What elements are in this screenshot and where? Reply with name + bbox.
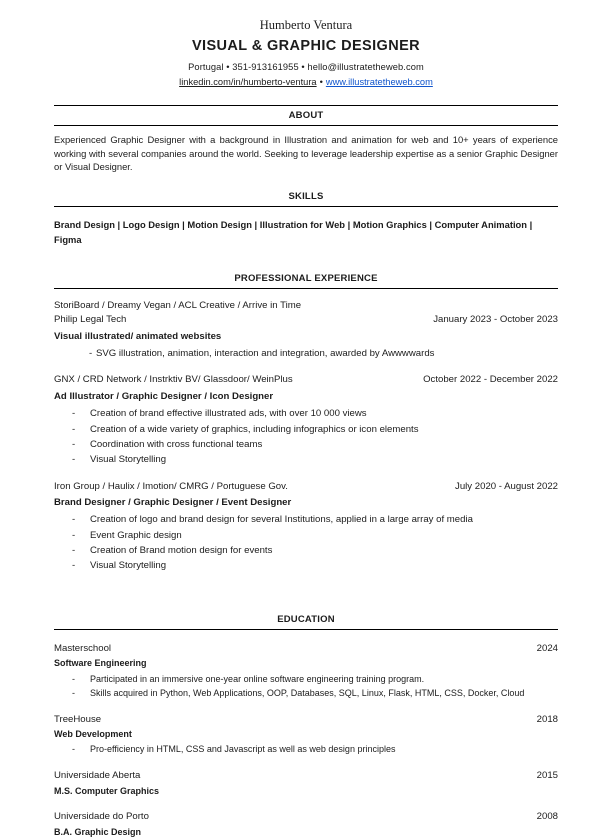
- candidate-title: VISUAL & GRAPHIC DESIGNER: [191, 38, 421, 54]
- bullet-item: - Visual Storytelling: [54, 452, 558, 467]
- about-section: [54, 105, 558, 174]
- bullet-item: - Event Graphic design: [54, 528, 558, 543]
- school-year-row: [54, 769, 558, 783]
- bullet-item: - Coordination with cross functional teams: [54, 437, 558, 452]
- school-year-row: [54, 810, 558, 824]
- education-section: [54, 610, 558, 839]
- bullet-list: [54, 346, 558, 361]
- company-line: GNX / CRD Network / Instrktiv BV/ Glassdoor/ WeinPlus: [54, 374, 293, 386]
- degree-name: M.S. Computer Graphics: [54, 785, 160, 796]
- job-entry: [54, 480, 558, 574]
- contact-line: Portugal • 351-913161955 • hello@illustratetheweb.com: [188, 62, 424, 72]
- company-line: Philip Legal Tech: [54, 314, 127, 326]
- bullet-item: - SVG illustration, animation, interaction and integration, awarded by Awwwwards: [54, 346, 558, 361]
- graduation-year: 2018: [536, 713, 558, 725]
- degree-name: B.A. Graphic Design: [54, 826, 142, 837]
- job-dates: October 2022 - December 2022: [423, 374, 558, 386]
- skills-text: Brand Design | Logo Design | Motion Design | Illustration for Web | Motion Graphics | Computer Animation | Figma: [54, 218, 533, 245]
- job-entry: [54, 299, 558, 362]
- section-heading-about: ABOUT: [54, 105, 558, 126]
- bullet-list: [54, 743, 558, 757]
- section-heading-education: EDUCATION: [54, 610, 558, 630]
- school-name: Masterschool: [54, 642, 112, 654]
- graduation-year: 2024: [536, 642, 558, 654]
- job-entry: [54, 373, 558, 467]
- company-date-row: [54, 313, 558, 327]
- education-entry: [54, 713, 558, 758]
- school-year-row: [54, 713, 558, 727]
- bullet-item: - Creation of a wide variety of graphics, including infographics or icon elements: [54, 422, 558, 437]
- website-link[interactable]: www.illustratetheweb.com: [325, 77, 433, 87]
- education-entry: [54, 810, 558, 839]
- company-line: StoriBoard / Dreamy Vegan / ACL Creative / Arrive in Time: [54, 299, 302, 311]
- job-dates: July 2020 - August 2022: [455, 480, 558, 492]
- bullet-item: - Creation of brand effective illustrated ads, with over 10 000 views: [54, 406, 558, 421]
- about-text: Experienced Graphic Designer with a background in Illustration and animation for web and 10+ years of experience working with several companies around the world. Seeking to leverage leadership expertise as a senior Graphic Designer or Visual Designer.: [54, 134, 558, 173]
- education-entry: [54, 769, 558, 798]
- school-name: Universidade Aberta: [54, 770, 141, 782]
- experience-section: [54, 269, 558, 574]
- degree-name: Software Engineering: [54, 658, 147, 669]
- education-entry: [54, 642, 558, 701]
- section-heading-skills: SKILLS: [54, 187, 558, 207]
- skills-section: [54, 187, 558, 247]
- linkedin-link[interactable]: linkedin.com/in/humberto-ventura: [179, 77, 317, 87]
- bullet-item: - Creation of Brand motion design for events: [54, 543, 558, 558]
- school-name: Universidade do Porto: [54, 811, 149, 823]
- graduation-year: 2015: [536, 770, 558, 782]
- bullet-list: [54, 512, 558, 573]
- bullet-item: - Creation of logo and brand design for several Institutions, applied in a large array of media: [54, 512, 558, 527]
- bullet-list: [54, 673, 558, 701]
- degree-name: Web Development: [54, 728, 132, 739]
- job-role: Brand Designer / Graphic Designer / Event Designer: [54, 497, 292, 509]
- company-date-row: [54, 480, 558, 494]
- resume-header: [54, 18, 558, 87]
- graduation-year: 2008: [536, 811, 558, 823]
- link-separator: •: [319, 77, 323, 87]
- bullet-item: - Skills acquired in Python, Web Applications, OOP, Databases, SQL, Linux, Flask, HTML, CSS, Docker, Cloud: [54, 687, 558, 701]
- bullet-item: - Participated in an immersive one-year online software engineering training program.: [54, 673, 558, 687]
- company-date-row: [54, 373, 558, 387]
- bullet-item: - Pro-efficiency in HTML, CSS and Javascript as well as web design principles: [54, 743, 558, 757]
- candidate-name: Humberto Ventura: [259, 18, 353, 32]
- school-year-row: [54, 642, 558, 656]
- bullet-list: [54, 406, 558, 467]
- bullet-item: - Visual Storytelling: [54, 558, 558, 573]
- job-role: Ad Illustrator / Graphic Designer / Icon Designer: [54, 390, 274, 402]
- job-role: Visual illustrated/ animated websites: [54, 330, 222, 342]
- school-name: TreeHouse: [54, 713, 102, 725]
- job-dates: January 2023 - October 2023: [433, 314, 558, 326]
- company-line: Iron Group / Haulix / Imotion/ CMRG / Portuguese Gov.: [54, 480, 288, 492]
- section-heading-experience: PROFESSIONAL EXPERIENCE: [54, 269, 558, 289]
- links-line: [54, 77, 558, 87]
